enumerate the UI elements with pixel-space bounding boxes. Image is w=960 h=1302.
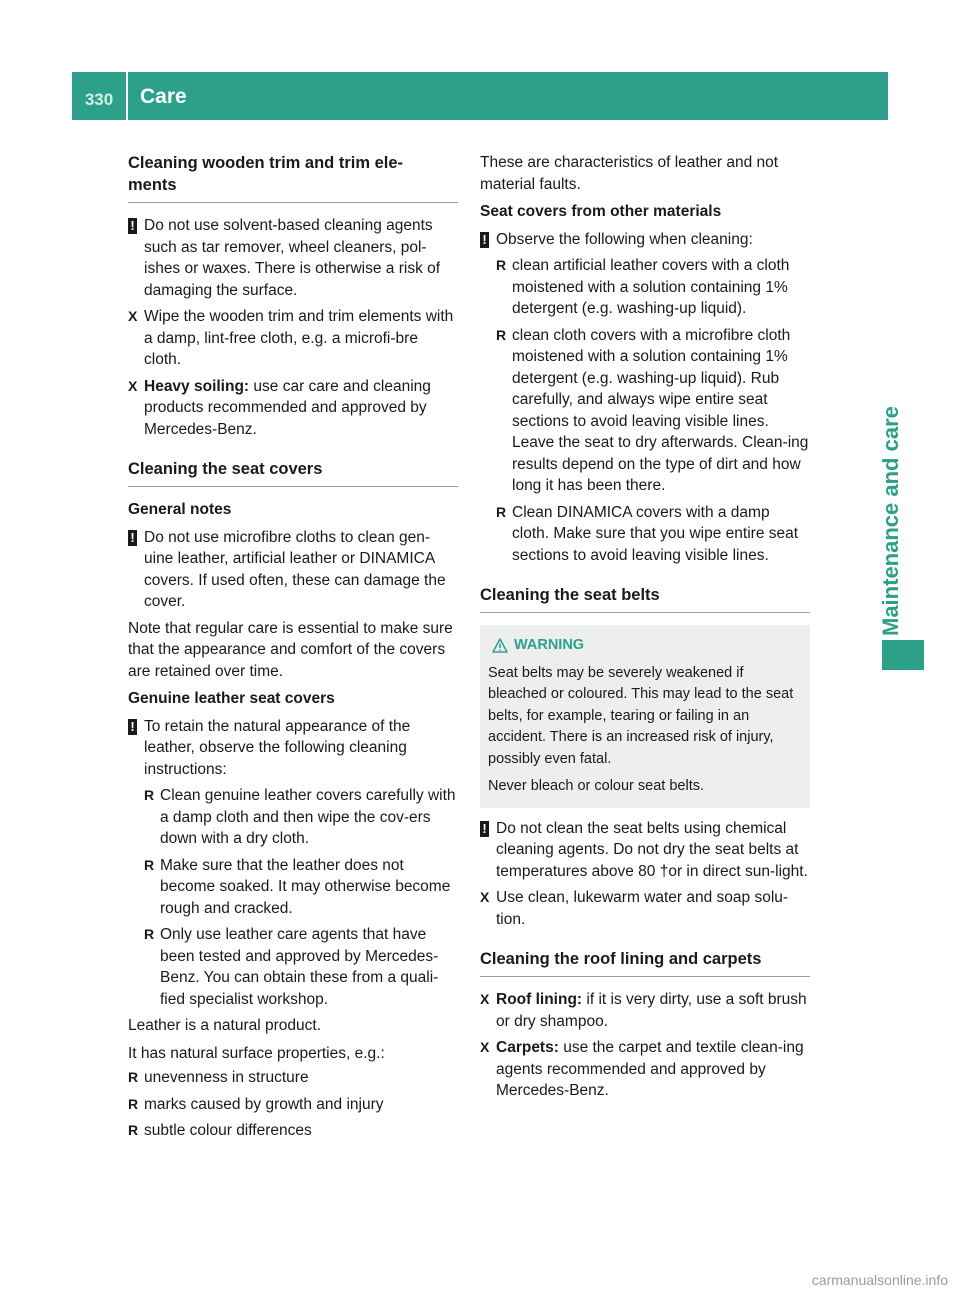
list-item: R unevenness in structure (128, 1067, 458, 1089)
note-general: ! Do not use microfibre cloths to clean gen-uine leather, artificial leather or DINAMICA covers. If used often, these can damage the cover. (128, 527, 458, 613)
watermark: carmanualsonline.info (811, 1272, 948, 1288)
bullet-icon: R (128, 1122, 139, 1138)
list-item: R marks caused by growth and injury (128, 1094, 458, 1116)
bullet-icon: R (496, 326, 507, 343)
paragraph-intro: These are characteristics of leather and not material faults. (480, 154, 779, 193)
bullet-icon: R (144, 787, 155, 803)
warning-label: WARNING (514, 637, 585, 653)
step-roof-1: X Roof lining: if it is very dirty, use a soft brush or dry shampoo. (480, 991, 807, 1030)
step-roof-2: X Carpets: use the carpet and textile clean-ing agents recommended and approved by Mercedes-Benz. (480, 1039, 804, 1099)
heading-cleaning-seat-covers: Cleaning the seat covers (128, 458, 458, 487)
heading-other-materials: Seat covers from other materials (480, 203, 722, 220)
note-icon: ! (480, 821, 489, 837)
side-section-label: Maintenance and care (878, 406, 903, 636)
list-item: R Make sure that the leather does not become soaked. It may otherwise become rough and cracked. (144, 856, 451, 917)
header-bar (72, 72, 888, 120)
list-item: R Clean genuine leather covers carefully with a damp cloth and then wipe the cov-ers down with a dry cloth. (144, 787, 456, 847)
step-wood-1: X Wipe the wooden trim and trim elements with a damp, lint-free cloth, e.g. a microfi-bre cloth. (128, 308, 454, 368)
right-column (480, 152, 810, 1107)
paragraph-leather-1: Leather is a natural product. (128, 1017, 322, 1034)
bullet-icon: R (144, 926, 155, 942)
heading-cleaning-wooden-trim: Cleaning wooden trim and trim ele- ments (128, 152, 458, 203)
note-genuine: ! To retain the natural appearance of the leather, observe the following cleaning instructions: (128, 716, 458, 781)
bullet-icon: R (128, 1095, 139, 1112)
step-arrow-icon: X (128, 308, 138, 324)
left-column (128, 152, 458, 1147)
warning-triangle-icon (492, 638, 508, 653)
step-belts: X Use clean, lukewarm water and soap solu-tion. (480, 889, 789, 928)
list-item: R clean artificial leather covers with a cloth moistened with a solution containing 1% detergent (e.g. washing-up liquid). (496, 257, 790, 317)
warning-text-2: Never bleach or colour seat belts. (488, 778, 704, 794)
bullet-icon: R (144, 856, 155, 873)
heading-cleaning-seat-belts: Cleaning the seat belts (480, 584, 810, 613)
bullet-icon: R (496, 257, 507, 273)
paragraph-leather-2: It has natural surface properties, e.g.: (128, 1044, 385, 1062)
step-wood-2: X Heavy soiling: use car care and cleaning products recommended and approved by Mercedes-Benz. (128, 377, 431, 438)
warning-box (480, 625, 810, 808)
note-belts: ! Do not clean the seat belts using chemical cleaning agents. Do not dry the seat belts at temperatures above 80 †or in direct sun-light. (480, 818, 810, 883)
bullet-icon: R (128, 1069, 139, 1085)
list-item: R subtle colour differences (128, 1120, 458, 1142)
step-arrow-icon: X (128, 377, 138, 394)
heading-roof-lining-carpets: Cleaning the roof lining and carpets (480, 948, 810, 977)
paragraph-general: Note that regular care is essential to make sure that the appearance and comfort of the covers are retained over time. (128, 619, 453, 680)
list-item: R Clean DINAMICA covers with a damp cloth. Make sure that you wipe entire seat sections to avoid leaving visible lines. (496, 503, 799, 564)
note-icon: ! (128, 719, 137, 735)
note-icon: ! (480, 232, 489, 248)
heading-general-notes: General notes (128, 501, 232, 518)
warning-header (488, 635, 802, 657)
heading-genuine-leather: Genuine leather seat covers (128, 690, 335, 707)
note-icon: ! (128, 530, 137, 546)
page-number: 330 (84, 90, 114, 110)
page-title: Care (140, 85, 187, 109)
side-tab-marker (882, 640, 924, 670)
step-arrow-icon: X (480, 1039, 490, 1055)
list-item: R clean cloth covers with a microfibre cloth moistened with a solution containing 1% detergent (e.g. washing-up liquid). Rub carefully, and always wipe entire seat sections to avoid leaving visible lines. Leave the seat to dry afterwards. Clean-ing results depend on the type of dirt and how long it has been there. (496, 326, 809, 494)
list-item: R Only use leather care agents that have been tested and approved by Mercedes-Benz. You can obtain these from a quali-fied specialist workshop. (144, 926, 439, 1008)
step-arrow-icon: X (480, 991, 490, 1007)
warning-text-1: Seat belts may be severely weakened if bleached or coloured. This may lead to the seat belts, for example, tearing or failing in an accident. There is an increased risk of injury, possibly even fatal. (488, 664, 794, 767)
header-divider (126, 72, 128, 120)
bullet-icon: R (496, 503, 507, 520)
step-arrow-icon: X (480, 889, 490, 905)
note-other: ! Observe the following when cleaning: (480, 229, 810, 251)
note-wood: ! Do not use solvent-based cleaning agents such as tar remover, wheel cleaners, pol-ishes or waxes. There is otherwise a risk of damaging the surface. (128, 215, 458, 301)
note-icon: ! (128, 218, 137, 234)
